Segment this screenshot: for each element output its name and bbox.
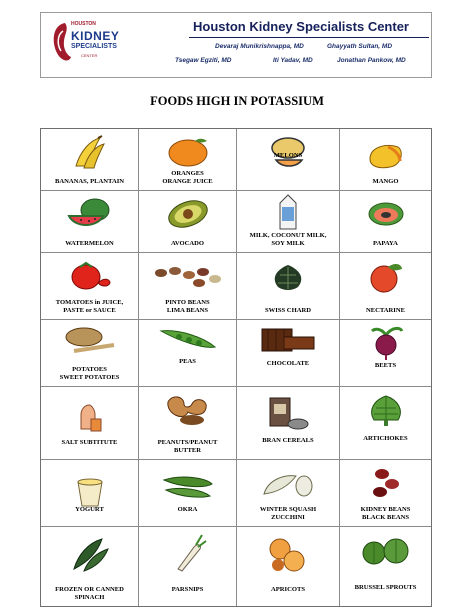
- milk-carton-icon: [276, 193, 300, 231]
- food-label: FROZEN OR CANNED SPINACH: [55, 586, 124, 601]
- center-name: Houston Kidney Specialists Center: [193, 19, 409, 34]
- food-cell: [41, 527, 139, 606]
- banana-icon: [70, 134, 110, 172]
- food-cell: [340, 460, 431, 527]
- food-label: MELONS: [273, 152, 303, 159]
- brussels-sprouts-icon: [360, 537, 412, 567]
- food-cell: [237, 191, 340, 253]
- food-label: PARSNIPS: [171, 586, 204, 593]
- chard-icon: [268, 261, 308, 293]
- nectarine-icon: [366, 261, 406, 295]
- doctor-name: Ghayyath Sultan, MD: [327, 43, 393, 50]
- food-label: MILK, COCONUT MILK, SOY MILK: [249, 232, 327, 247]
- food-label: APRICOTS: [270, 586, 306, 593]
- food-label: BRUSSEL SPROUTS: [354, 584, 417, 591]
- food-cell: [237, 527, 340, 606]
- tomato-icon: [68, 261, 112, 291]
- chocolate-icon: [260, 325, 316, 355]
- food-cell: [41, 191, 139, 253]
- yogurt-icon: [72, 474, 108, 508]
- salt-shaker-icon: [75, 401, 105, 435]
- food-cell: [237, 387, 340, 460]
- mango-icon: [366, 141, 406, 171]
- okra-icon: [162, 470, 214, 500]
- food-label: OKRA: [177, 506, 198, 513]
- food-label: PINTO BEANS LIMA BEANS: [165, 299, 210, 314]
- doctor-name: Devaraj Munikrishnappa, MD: [215, 43, 304, 50]
- food-label: CHOCOLATE: [266, 360, 310, 367]
- food-label: ORANGES ORANGE JUICE: [162, 170, 213, 185]
- food-cell: [340, 320, 431, 387]
- food-cell: [139, 253, 237, 320]
- food-label: AVOCADO: [170, 240, 205, 247]
- food-label: KIDNEY BEANS BLACK BEANS: [360, 506, 411, 521]
- parsnip-icon: [168, 533, 208, 573]
- food-label: TOMATOES in JUICE, PASTE or SAUCE: [55, 299, 124, 314]
- food-cell: [237, 460, 340, 527]
- food-cell: [237, 253, 340, 320]
- artichoke-icon: [366, 392, 406, 428]
- squash-icon: [260, 468, 316, 500]
- letterhead: [40, 12, 432, 78]
- peas-icon: [159, 325, 217, 353]
- page-title: FOODS HIGH IN POTASSIUM: [150, 94, 324, 108]
- food-cell: [139, 191, 237, 253]
- food-label: BRAN CEREALS: [262, 437, 314, 444]
- food-label: BANANAS, PLANTAIN: [54, 178, 125, 185]
- food-cell: [340, 387, 431, 460]
- orange-icon: [165, 137, 211, 167]
- food-label: BEETS: [374, 362, 397, 369]
- food-cell: [139, 460, 237, 527]
- food-label: NECTARINE: [365, 307, 406, 314]
- food-label: YOGURT: [75, 506, 104, 513]
- food-label: MANGO: [372, 178, 399, 185]
- doctor-name: Jonathan Pankow, MD: [337, 57, 406, 64]
- food-label: ARTICHOKES: [363, 435, 408, 442]
- food-cell: [41, 253, 139, 320]
- potato-icon: [62, 325, 118, 355]
- cereal-icon: [266, 392, 310, 432]
- food-label: SALT SUBTITUTE: [61, 439, 118, 446]
- food-cell: [41, 320, 139, 387]
- food-cell: [139, 129, 237, 191]
- beet-icon: [366, 325, 406, 361]
- peanut-icon: [162, 392, 214, 428]
- food-cell: [139, 320, 237, 387]
- papaya-icon: [366, 199, 406, 229]
- kidney-beans-icon: [368, 464, 404, 502]
- foods-table: [40, 128, 432, 607]
- food-label: PEAS: [179, 358, 196, 365]
- food-label: WINTER SQUASH ZUCCHINI: [259, 506, 317, 521]
- food-cell: [41, 387, 139, 460]
- avocado-icon: [164, 196, 212, 230]
- spinach-icon: [68, 535, 112, 573]
- food-cell: [340, 129, 431, 191]
- apricot-icon: [264, 535, 312, 573]
- food-cell: [41, 129, 139, 191]
- food-cell: [340, 527, 431, 606]
- food-label: PAPAYA: [373, 240, 398, 247]
- food-cell: [139, 387, 237, 460]
- kidney-logo-icon: [49, 19, 73, 67]
- header-divider: [189, 37, 429, 38]
- food-cell: [237, 320, 340, 387]
- food-label: SWISS CHARD: [265, 307, 311, 314]
- doctor-name: Iti Yadav, MD: [273, 57, 313, 64]
- food-cell: [237, 129, 340, 191]
- beans-icon: [153, 263, 223, 289]
- food-cell: [41, 460, 139, 527]
- food-label: WATERMELON: [65, 240, 114, 247]
- logo-top-text: HOUSTON: [71, 21, 96, 27]
- doctor-name: Tsegaw Egziti, MD: [175, 57, 232, 64]
- logo-main-text: KIDNEY: [71, 29, 120, 43]
- food-cell: [340, 253, 431, 320]
- watermelon-icon: [67, 196, 113, 230]
- food-cell: [340, 191, 431, 253]
- logo-sub-text: SPECIALISTS: [71, 43, 117, 50]
- food-cell: [139, 527, 237, 606]
- food-label: PEANUTS/PEANUT BUTTER: [157, 439, 218, 454]
- clinic-logo: [49, 19, 149, 73]
- logo-center-text: CENTER: [81, 53, 98, 58]
- food-label: POTATOES SWEET POTATOES: [59, 366, 120, 381]
